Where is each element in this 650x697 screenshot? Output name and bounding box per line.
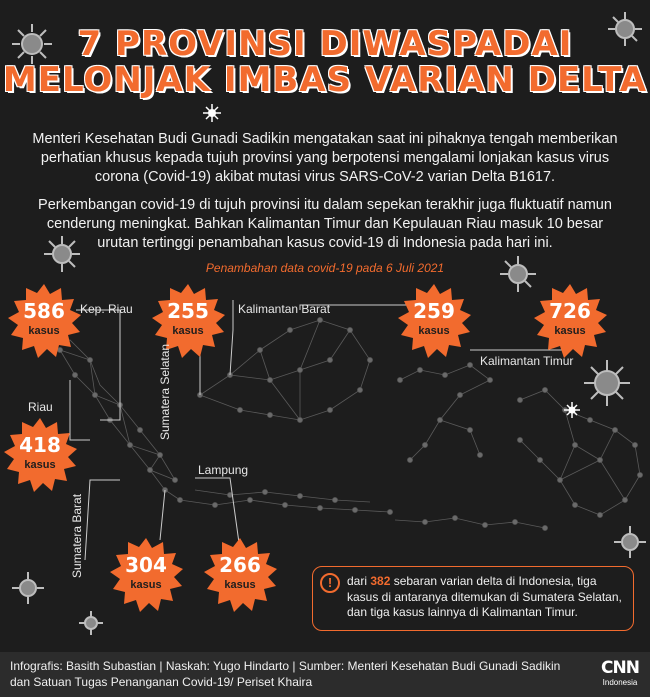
label-sumbar: Sumatera Barat <box>70 493 84 578</box>
virus-icon <box>606 10 644 48</box>
case-unit: kasus <box>554 325 586 337</box>
case-count: 255 <box>167 299 209 323</box>
cnn-logo-sub: Indonesia <box>602 678 638 687</box>
virus-icon <box>612 524 648 560</box>
intro-paragraph-2: Perkembangan covid-19 di tujuh provinsi itu dalam sepekan terakhir juga fluktuatif namun cenderung meningkat. Bahkan Kalimantan Timur dan Kepulauan Riau masuk 10 besar urutan tertinggi penambahan kasus covid-19 di Indonesia pada hari ini. <box>38 197 612 251</box>
note-text: dari 382 sebaran varian delta di Indonesia, tiga kasus di antaranya ditemukan di Sumatera Selatan, dan tiga kasus lainnya di Kalimantan Timur. <box>347 574 622 619</box>
cnn-logo-text: CNN <box>601 658 639 678</box>
virus-icon <box>564 402 580 418</box>
case-unit: kasus <box>418 325 450 337</box>
case-count: 266 <box>219 553 261 577</box>
alert-icon: ! <box>320 573 340 593</box>
case-count: 304 <box>125 553 167 577</box>
title-line-1: 7 PROVINSI DIWASPADAI <box>77 24 573 64</box>
credits-text: Infografis: Basith Subastian | Naskah: Yugo Hindarto | Sumber: Menteri Kesehatan Budi Gunadi Sadikin dan Satuan Tugas Penanganan Covid-19/ Periset Khaira <box>10 659 561 689</box>
case-count: 418 <box>19 433 61 457</box>
badge-kalbar <box>394 282 474 362</box>
title-line-2: MELONJAK IMBAS VARIAN DELTA <box>2 60 648 100</box>
case-unit: kasus <box>172 325 204 337</box>
label-riau: Riau <box>28 400 53 414</box>
virus-icon <box>582 358 632 408</box>
case-count: 726 <box>549 299 591 323</box>
badge-lampung <box>200 536 280 616</box>
footer <box>0 652 650 697</box>
case-unit: kasus <box>130 579 162 591</box>
label-sumsel: Sumatera Selatan <box>158 343 172 440</box>
case-unit: kasus <box>224 579 256 591</box>
case-unit: kasus <box>24 459 56 471</box>
label-kalbar: Kalimantan Barat <box>238 302 331 316</box>
virus-icon <box>203 104 221 122</box>
case-unit: kasus <box>28 325 60 337</box>
label-kep-riau: Kep. Riau <box>80 302 133 316</box>
virus-icon <box>78 610 104 636</box>
case-count: 586 <box>23 299 65 323</box>
cnn-logo <box>600 658 640 692</box>
badge-sumbar <box>106 536 186 616</box>
data-caption: Penambahan data covid-19 pada 6 Juli 2021 <box>205 261 445 275</box>
case-count: 259 <box>413 299 455 323</box>
label-kaltim: Kalimantan Timur <box>480 354 574 368</box>
badge-riau <box>0 416 80 496</box>
intro-paragraph-1: Menteri Kesehatan Budi Gunadi Sadikin mengatakan saat ini pihaknya tengah memberikan perhatian khusus kepada tujuh provinsi yang berpotensi mengalami lonjakan kasus virus corona (Covid-19) akibat mutasi virus SARS-CoV-2 varian Delta B1617. <box>32 131 618 185</box>
delta-variant-note <box>312 566 634 631</box>
badge-kaltim <box>530 282 610 362</box>
badge-kep-riau <box>4 282 84 362</box>
note-highlight: 382 <box>370 574 391 588</box>
virus-icon <box>10 570 46 606</box>
virus-icon <box>10 22 54 66</box>
label-lampung: Lampung <box>198 463 249 477</box>
